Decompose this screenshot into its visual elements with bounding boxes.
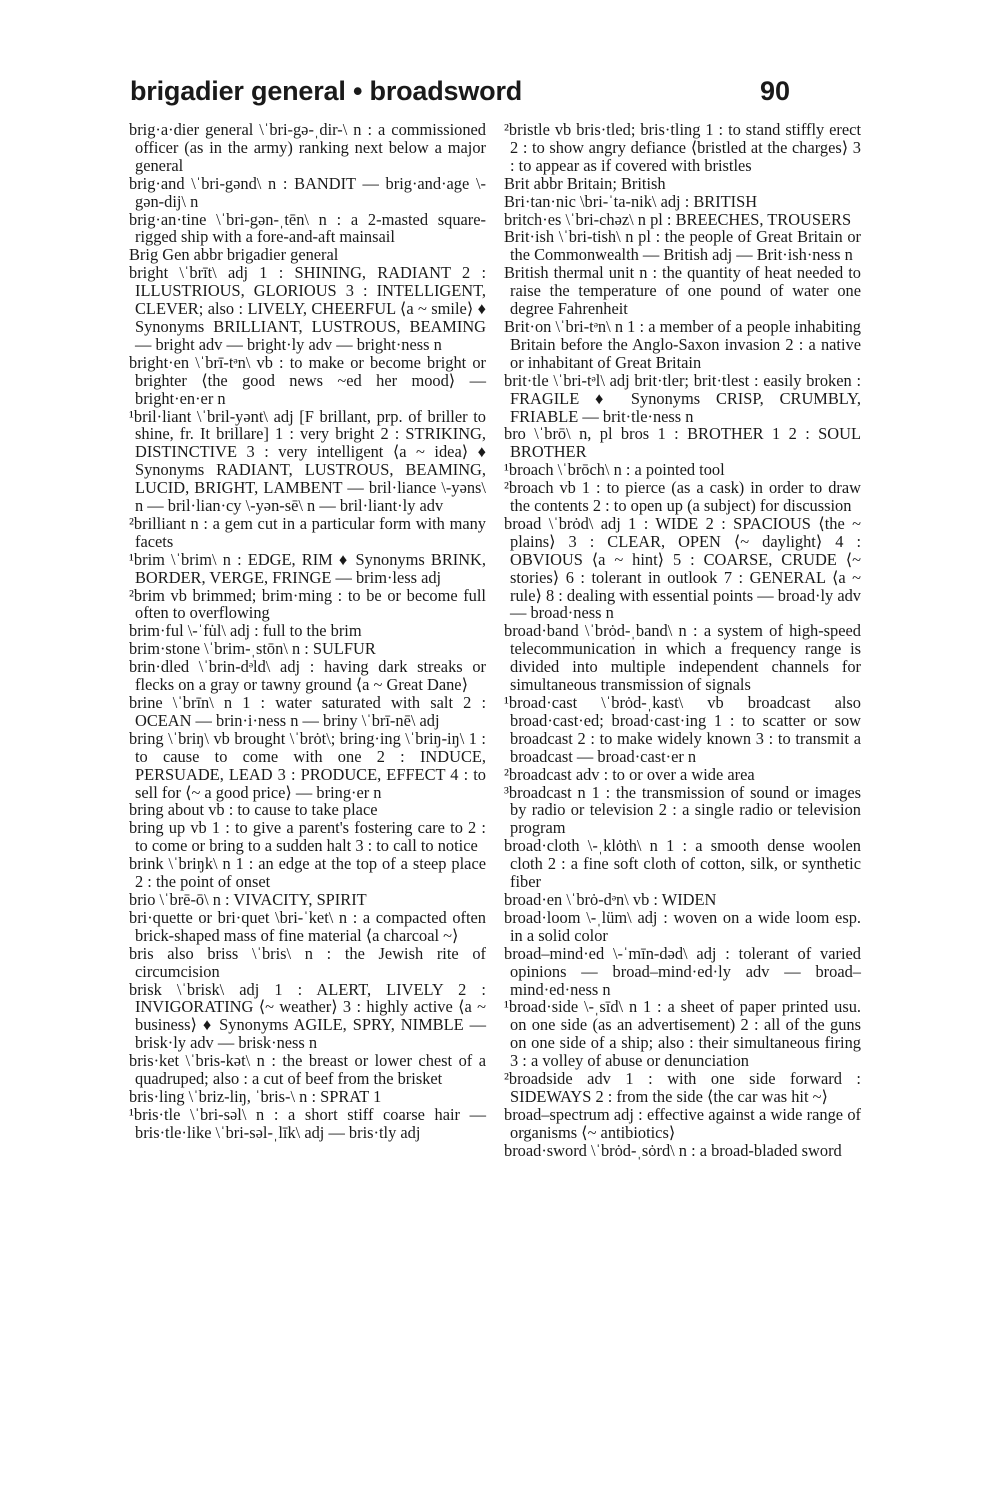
entry: bright·en \ˈbrī-tᵊn\ vb : to make or become bright or brighter ⟨the good news ~ed her mood⟩ — bright·en·er n — [129, 352, 486, 408]
entry: ¹broad·side \-ˌsīd\ n 1 : a sheet of paper printed usu. on one side (as an advertisement) 2 : all of the guns on one side of a ship; also : their simultaneous firing 3 : a volley of abuse or denunciation — [504, 997, 861, 1071]
entry: bri·quette or bri·quet \bri-ˈket\ n : a compacted often brick-shaped mass of fine material ⟨a charcoal ~⟩ — [129, 907, 486, 945]
left-column — [129, 121, 486, 1142]
entry: ¹broad·cast \ˈbrȯd-ˌkast\ vb broadcast also broad·cast·ed; broad·cast·ing 1 : to scatter or sow broadcast 2 : to make widely known 3 : to transmit a broadcast — broad·cast·er n — [504, 693, 861, 766]
entry: broad·loom \-ˌlüm\ adj : woven on a wide loom esp. in a solid color — [504, 907, 861, 945]
entry: broad·en \ˈbrȯ-dᵊn\ vb : WIDEN — [504, 889, 717, 909]
entry: broad·cloth \-ˌklȯth\ n 1 : a smooth dense woolen cloth 2 : a fine soft cloth of cotton, silk, or synthetic fiber — [504, 836, 861, 892]
entry: ¹bril·liant \ˈbril-yənt\ adj [F brillant, prp. of briller to shine, fr. It brillare] 1 : very bright 2 : STRIKING, DISTINCTIVE 3 : very intelligent ⟨a ~ idea⟩ ♦ Synonyms RADIANT, LUSTROUS, BEAMING, LUCID, BRIGHT, LAMBENT — bril·liance \-yəns\ n — bril·lian·cy \-yən-sē\ n — bril·liant·ly adv — [129, 406, 486, 516]
entry: bris also briss \ˈbris\ n : the Jewish rite of circumcision — [129, 943, 486, 981]
entry: British thermal unit n : the quantity of heat needed to raise the temperature of one pound of water one degree Fahrenheit — [504, 263, 861, 319]
entry: broad–spectrum adj : effective against a wide range of organisms ⟨~ antibiotics⟩ — [504, 1104, 861, 1142]
entry: bro \ˈbrō\ n, pl bros 1 : BROTHER 1 2 : SOUL BROTHER — [504, 424, 861, 462]
entry: Brit abbr Britain; British — [504, 173, 666, 193]
entry: brink \ˈbriŋk\ n 1 : an edge at the top of a steep place 2 : the point of onset — [129, 854, 486, 892]
entry: brim·stone \ˈbrim-ˌstōn\ n : SULFUR — [129, 639, 376, 659]
entry: brig·and \ˈbri-gənd\ n : BANDIT — brig·and·age \-gən-dij\ n — [129, 173, 486, 211]
entry: brisk \ˈbrisk\ adj 1 : ALERT, LIVELY 2 : INVIGORATING ⟨~ weather⟩ 3 : highly active ⟨a ~ business⟩ ♦ Synonyms AGILE, SPRY, NIMBLE — brisk·ly adv — brisk·ness n — [129, 979, 486, 1053]
entry: broad–mind·ed \-ˈmīn-dəd\ adj : tolerant of varied opinions — broad–mind·ed·ly adv — broad–mind·ed·ness n — [504, 943, 861, 999]
entry: broad \ˈbrȯd\ adj 1 : WIDE 2 : SPACIOUS ⟨the ~ plains⟩ 3 : CLEAR, OPEN ⟨~ daylight⟩ 4 : OBVIOUS ⟨a ~ hint⟩ 5 : COARSE, CRUDE ⟨~ stories⟩ 6 : tolerant in outlook 7 : GENERAL ⟨a ~ rule⟩ 8 : dealing with essential points — broad·ly adv — broad·ness n — [504, 513, 861, 623]
entry: ²broadcast adv : to or over a wide area — [504, 764, 755, 784]
entry: ²brim vb brimmed; brim·ming : to be or become full often to overflowing — [129, 585, 486, 623]
entry: ²brilliant n : a gem cut in a particular form with many facets — [129, 513, 486, 551]
page-header — [130, 76, 790, 116]
entry: broad·band \ˈbrȯd-ˌband\ n : a system of high-speed telecommunication in which a frequency range is divided into multiple independent channels for simultaneous transmission of signals — [504, 621, 861, 695]
entry: broad·sword \ˈbrȯd-ˌsȯrd\ n : a broad-bladed sword — [504, 1140, 842, 1160]
running-head: brigadier general • broadsword — [130, 76, 523, 106]
entry: brim·ful \-ˈfu̇l\ adj : full to the brim — [129, 621, 362, 641]
entry: brine \ˈbrīn\ n 1 : water saturated with salt 2 : OCEAN — brin·i·ness n — briny \ˈbrī-nē\ adj — [129, 693, 486, 730]
entry: bring about vb : to cause to take place — [129, 800, 378, 820]
entry: ²broadside adv 1 : with one side forward : SIDEWAYS 2 : from the side ⟨the car was hit ~⟩ — [504, 1069, 861, 1106]
entry: brit·tle \ˈbri-tᵊl\ adj brit·tler; brit·tlest : easily broken : FRAGILE ♦ Synonyms CRISP, CRUMBLY, FRIABLE — brit·tle·ness n — [504, 370, 861, 426]
entry: bring \ˈbriŋ\ vb brought \ˈbrȯt\; bring·ing \ˈbriŋ-iŋ\ 1 : to cause to come with one 2 : INDUCE, PERSUADE, LEAD 3 : PRODUCE, EFFECT 4 : to sell for ⟨~ a good price⟩ — bring·er n — [129, 728, 486, 802]
entry: ¹brim \ˈbrim\ n : EDGE, RIM ♦ Synonyms BRINK, BORDER, VERGE, FRINGE — brim·less adj — [129, 549, 486, 587]
entry: Brit·ish \ˈbri-tish\ n pl : the people of Great Britain or the Commonwealth — British adj — Brit·ish·ness n — [504, 227, 861, 265]
page-number: 90 — [759, 76, 790, 106]
entry: bring up vb 1 : to give a parent's fostering care to 2 : to come or bring to a sudden halt 3 : to call to notice — [129, 818, 486, 856]
entry: Brit·on \ˈbri-tᵊn\ n 1 : a member of a people inhabiting Britain before the Anglo-Saxon invasion 2 : a native or inhabitant of Great Britain — [504, 316, 861, 372]
entry: britch·es \ˈbri-chəz\ n pl : BREECHES, TROUSERS — [504, 209, 852, 229]
entry: ³broadcast n 1 : the transmission of sound or images by radio or television 2 : a single radio or television program — [504, 782, 861, 838]
entry: brig·an·tine \ˈbri-gən-ˌtēn\ n : a 2-masted square-rigged ship with a fore-and-aft mainsail — [129, 209, 486, 247]
entry: ¹bris·tle \ˈbri-səl\ n : a short stiff coarse hair — bris·tle·like \ˈbri-səl-ˌlīk\ adj — bris·tly adj — [129, 1104, 486, 1142]
entry: brig·a·dier general \ˈbri-gə-ˌdir-\ n : a commissioned officer (as in the army) ranking next below a major general — [129, 120, 486, 175]
entry: ¹broach \ˈbrōch\ n : a pointed tool — [504, 460, 725, 480]
entry: ²bristle vb bris·tled; bris·tling 1 : to stand stiffly erect 2 : to show angry defiance ⟨bristled at the charges⟩ 3 : to appear as if covered with bristles — [504, 120, 861, 175]
entry: brio \ˈbrē-ō\ n : VIVACITY, SPIRIT — [129, 889, 367, 909]
entry: Bri·tan·nic \bri-ˈta-nik\ adj : BRITISH — [504, 191, 758, 211]
entry: bright \ˈbrīt\ adj 1 : SHINING, RADIANT 2 : ILLUSTRIOUS, GLORIOUS 3 : INTELLIGENT, CLEVER; also : LIVELY, CHEERFUL ⟨a ~ smile⟩ ♦ Synonyms BRILLIANT, LUSTROUS, BEAMING — bright adv — bright·ly adv — bright·ness n — [129, 263, 486, 354]
entry: bris·ket \ˈbris-kət\ n : the breast or lower chest of a quadruped; also : a cut of beef from the brisket — [129, 1051, 486, 1089]
entry: bris·ling \ˈbriz-liŋ, ˈbris-\ n : SPRAT 1 — [129, 1086, 382, 1106]
right-column — [504, 121, 861, 1160]
entry: ²broach vb 1 : to pierce (as a cask) in order to draw the contents 2 : to open up (a subject) for discussion — [504, 478, 861, 516]
entry: Brig Gen abbr brigadier general — [129, 245, 339, 265]
entry: brin·dled \ˈbrin-dᵊld\ adj : having dark streaks or flecks on a gray or tawny ground ⟨a ~ Great Dane⟩ — [129, 657, 486, 695]
